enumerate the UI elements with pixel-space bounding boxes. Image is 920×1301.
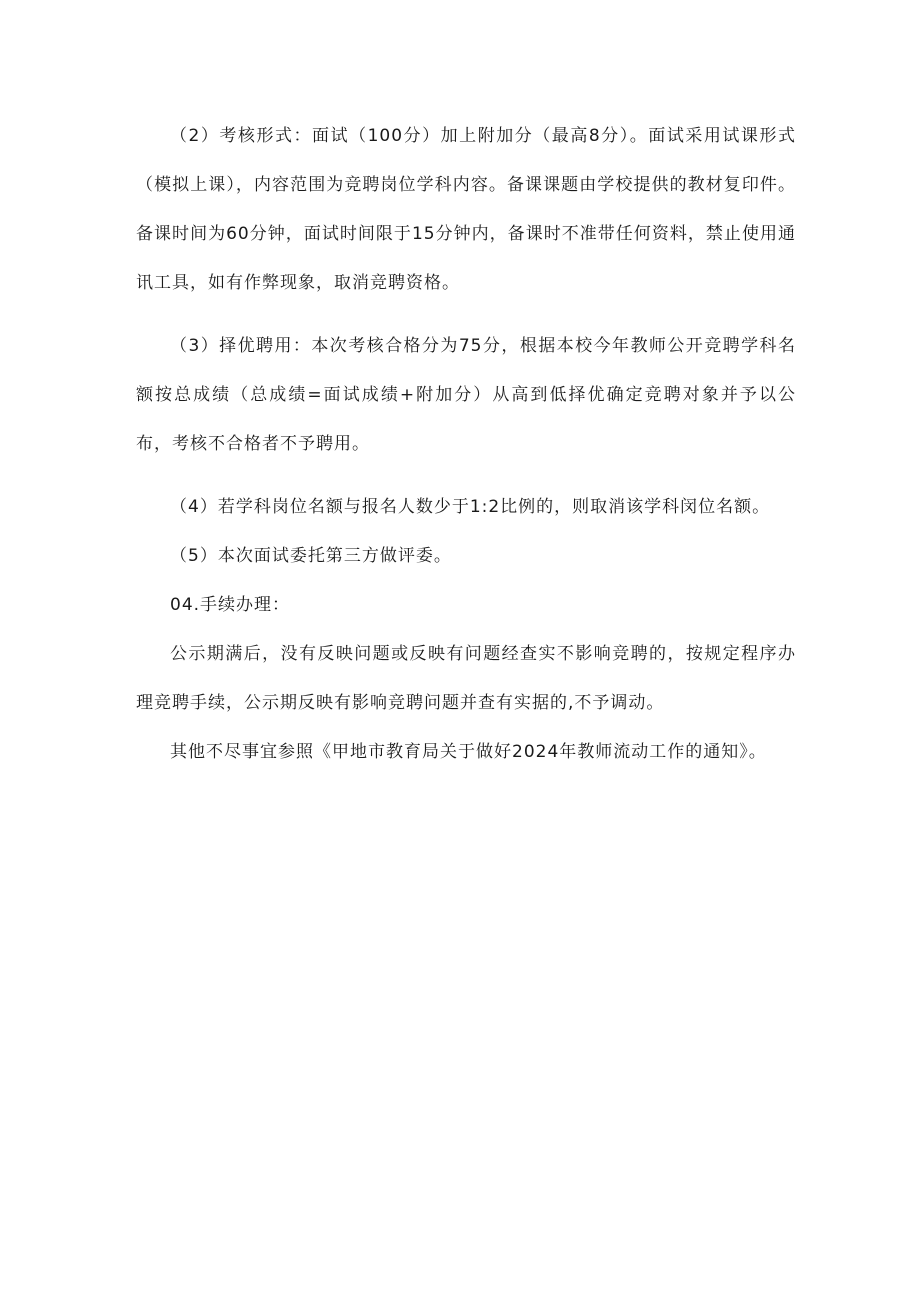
paragraph-other-matters: 其他不尽事宜参照《甲地市教育局关于做好2024年教师流动工作的通知》。	[170, 742, 767, 762]
paragraph-interview-format: （2）考核形式：面试（100分）加上附加分（最高8分）。面试采用试课形式（模拟上课），内容范围为竞聘岗位学科内容。备课课题由学校提供的教材复印件。备课时间为60分钟，面试时间限于15分钟内，备课时不准带任何资料，禁止使用通讯工具，如有作弊现象，取消竞聘资格。	[136, 126, 796, 293]
paragraph-third-party: （5）本次面试委托第三方做评委。	[170, 546, 452, 566]
paragraph-selection: （3）择优聘用：本次考核合格分为75分，根据本校今年教师公开竞聘学科名额按总成绩（总成绩=面试成绩+附加分）从高到低择优确定竞聘对象并予以公布，考核不合格者不予聘用。	[136, 336, 796, 454]
paragraph-quota-ratio: （4）若学科岗位名额与报名人数少于1:2比例的，则取消该学科闵位名额。	[170, 497, 771, 517]
paragraph-procedures: 公示期满后，没有反映问题或反映有问题经查实不影响竞聘的，按规定程序办理竞聘手续，公示期反映有影响竞聘问题并查有实据的,不予调动。	[136, 644, 796, 713]
section-heading-procedures: 04.手续办理：	[170, 595, 291, 615]
document-body	[136, 112, 796, 777]
